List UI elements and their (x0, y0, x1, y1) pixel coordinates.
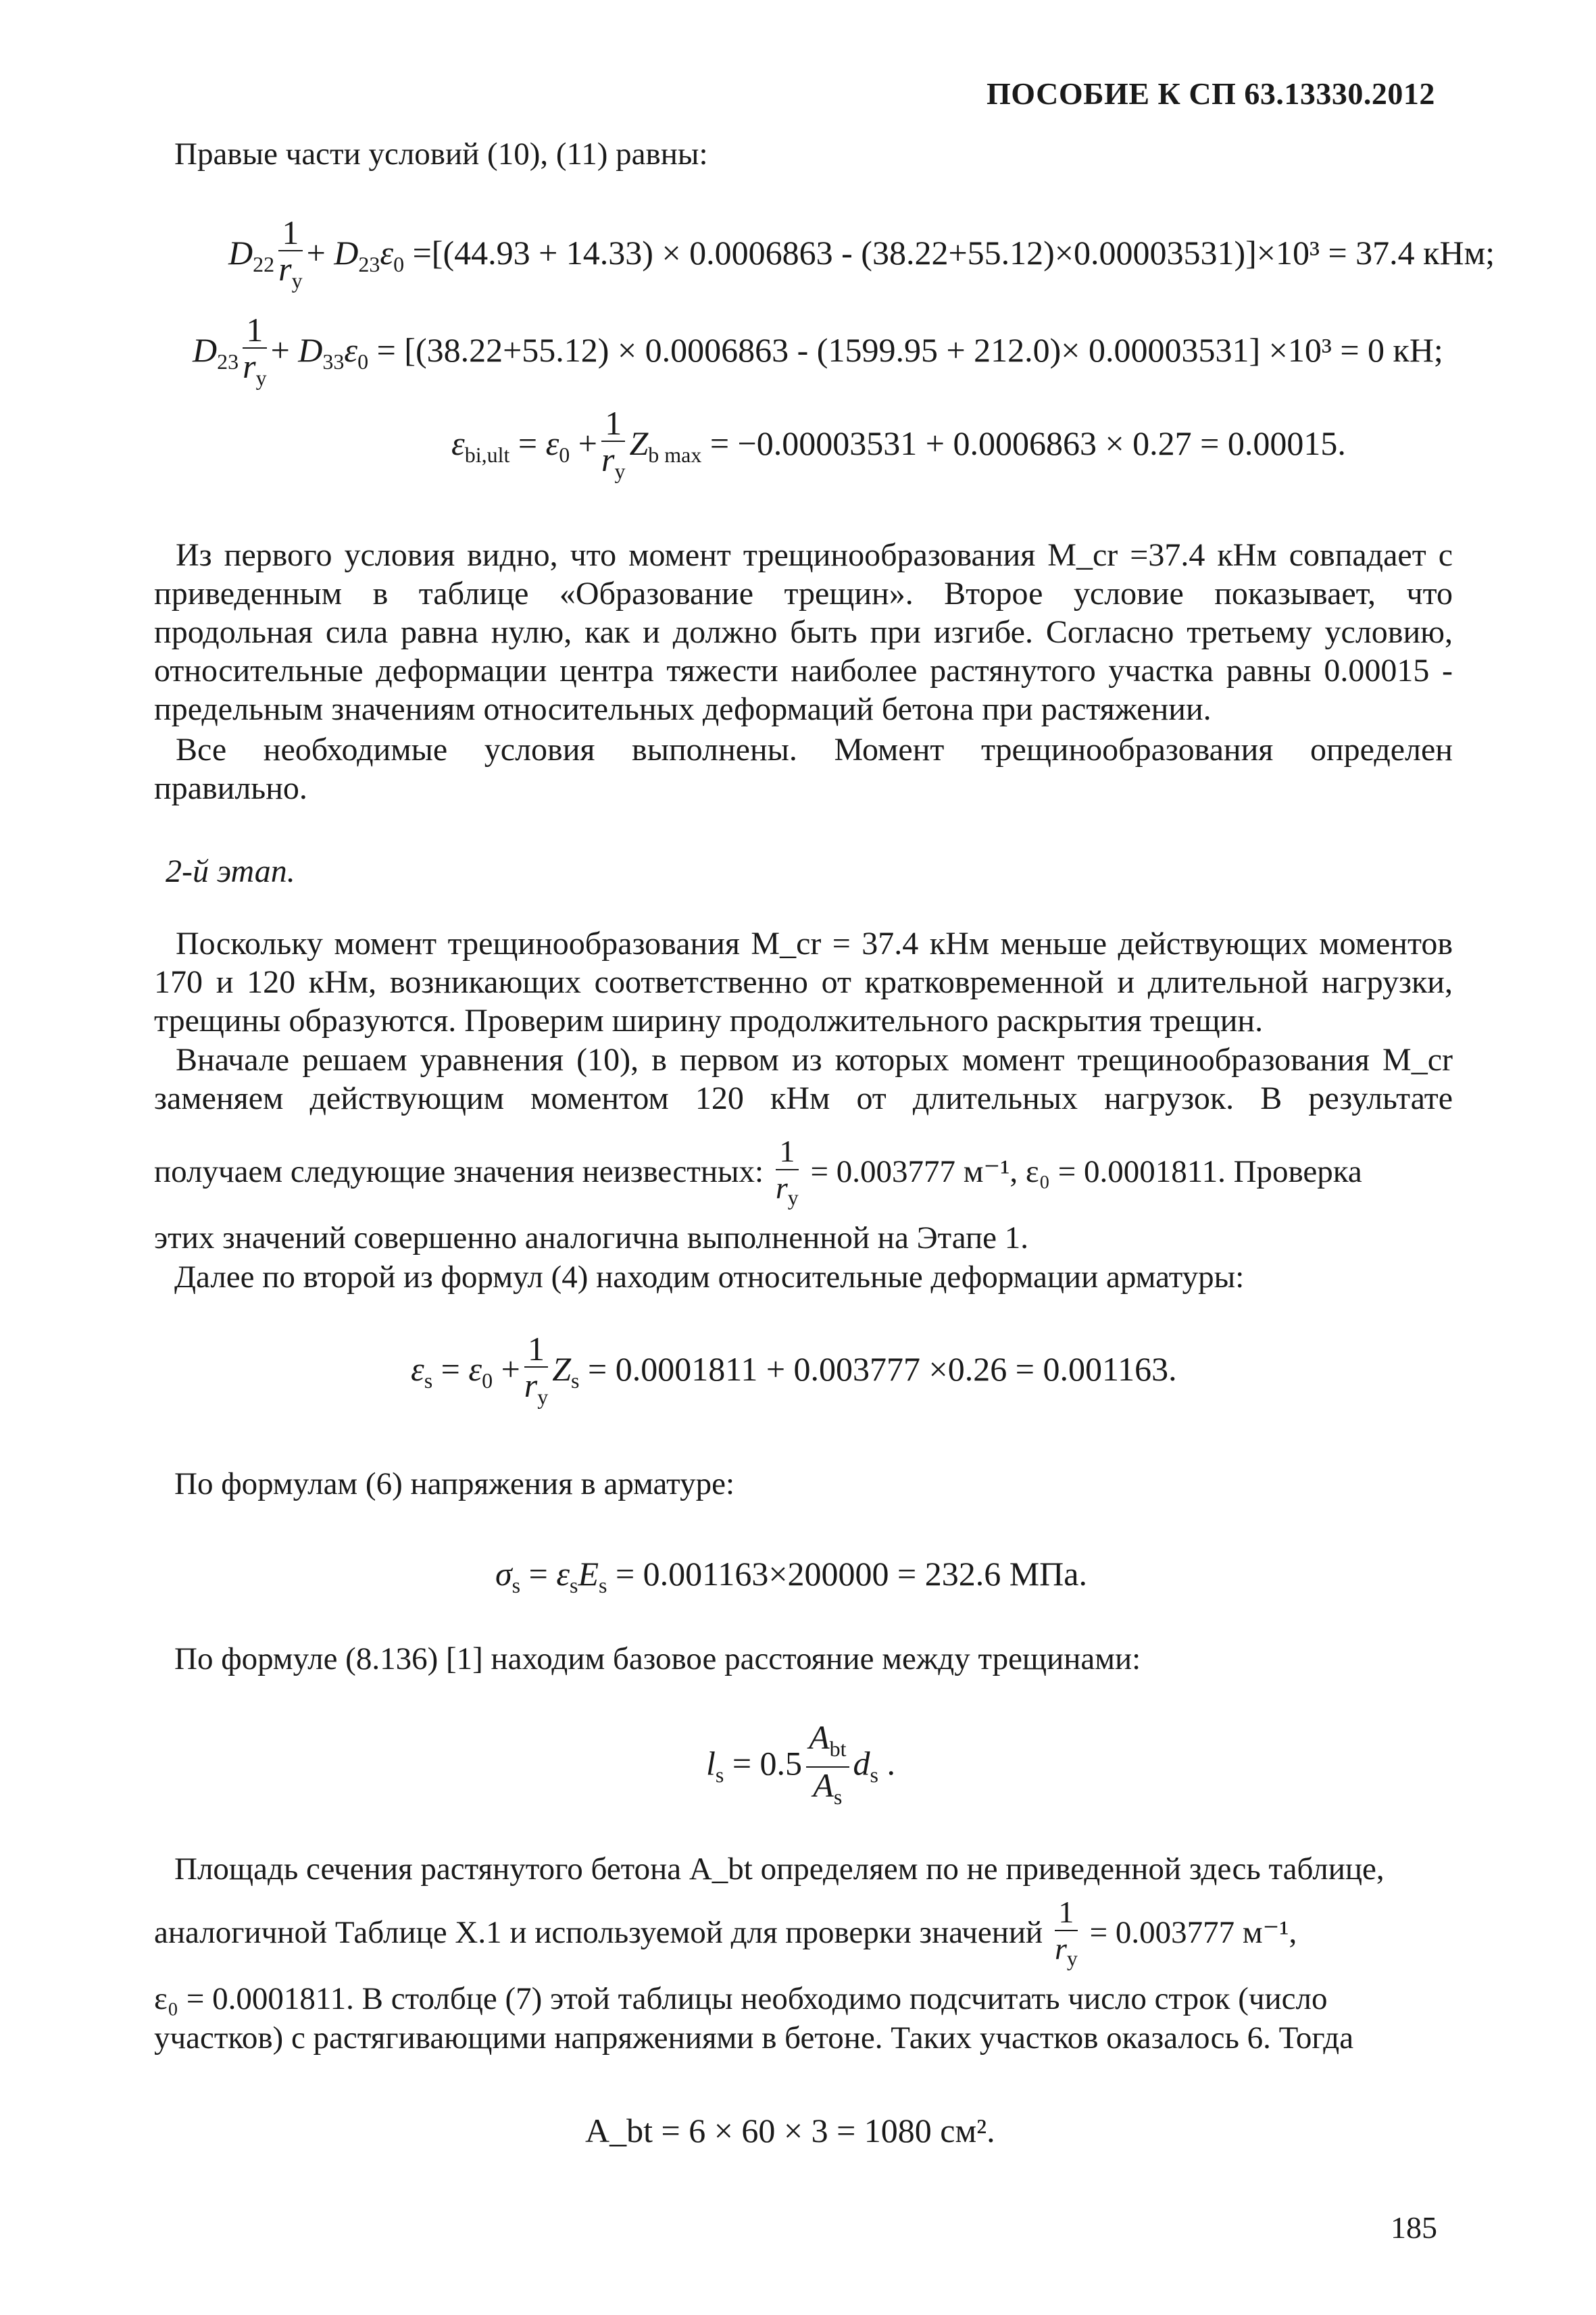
paragraph-1-line: приведенным в таблице «Образование трещин». Второе условие показывает, что (154, 576, 1453, 612)
paragraph-4 (154, 1041, 1453, 1118)
equation-5: $\sigma_s = \varepsilon_sE_s = 0.001163\times 200000 = 232.6$ МПа. (495, 1555, 1087, 1597)
fraction-abt-over-as: $\frac{A_{bt}}{A_s}$ (806, 1720, 849, 1814)
equation-4-value: = 0.0001811 + 0.003777 ×0.26 = 0.001163. (588, 1349, 1177, 1388)
fraction-1-over-ry: $\frac{1}{r_y}$ (278, 214, 303, 293)
paragraph-4-line-3-end: = 0.003777 м⁻¹, ε₀ = 0.0001811. Проверка (810, 1153, 1362, 1189)
equation-4: $\varepsilon_s = \varepsilon_0$ + $\frac{1}{r_y}$ $Z_s = 0.0001811 + 0.003777 \times 0.26 = 0.001163$. (411, 1331, 1177, 1414)
paragraph-1-line: относительные деформации центра тяжести наиболее растянутого участка равны 0.00015 - (154, 653, 1453, 689)
paragraph-2 (154, 730, 1453, 807)
fraction-1-over-ry: $\frac{1}{r_y}$ (601, 404, 626, 483)
fraction-1-over-ry: $\frac{1}{r_y}$ (775, 1134, 799, 1210)
paragraph-1-line: предельным значениям относительных деформаций бетона при растяжении. (154, 691, 1212, 727)
equation-5-value: = 0.001163×200000 = 232.6 МПа. (615, 1555, 1087, 1593)
paragraph-8-line-1: Площадь сечения растянутого бетона A_bt определяем по не приведенной здесь таблице, (174, 1851, 1385, 1887)
paragraph-4-line: заменяем действующим моментом 120 кНм от длительных нагрузок. В результате (154, 1080, 1453, 1116)
equation-7: A_bt = 6 × 60 × 3 = 1080 см². (585, 2112, 995, 2149)
paragraph-1-line: Из первого условия видно, что момент трещинообразования M_cr =37.4 кНм совпадает с (176, 537, 1453, 573)
fraction-1-over-ry: $\frac{1}{r_y}$ (1054, 1895, 1078, 1971)
equation-2: $D_{23}$ $\frac{1}{r_y}$ + $D_{33}\varepsilon_0 = [(38.22+55.12) \times 0.0006863 - (1599.95 + 212.0)\times 0.00003531] \times 10^3 = 0$ кН; (193, 312, 1443, 395)
paragraph-8-line-2-start: аналогичной Таблице Х.1 и используемой для проверки значений (154, 1914, 1043, 1950)
paragraph-4-line-3-start: получаем следующие значения неизвестных: (154, 1153, 764, 1189)
paragraph-8-line-4: участков) с растягивающими напряжениями в бетоне. Таких участков оказалось 6. Тогда (154, 2020, 1354, 2056)
paragraph-3-line: 170 и 120 кНм, возникающих соответственно от кратковременной и длительной нагрузки, (154, 964, 1453, 1000)
fraction-1-over-ry: $\frac{1}{r_y}$ (243, 311, 267, 390)
paragraph-1-line: продольная сила равна нулю, как и должно быть при изгибе. Согласно третьему условию, (154, 614, 1453, 650)
paragraph-3-line: трещины образуются. Проверим ширину продолжительного раскрытия трещин. (154, 1003, 1264, 1039)
paragraph-1 (154, 536, 1453, 728)
paragraph-4-line-3 (154, 1134, 1362, 1215)
intro-text: Правые части условий (10), (11) равны: (174, 136, 708, 172)
equation-1: $D_{22}$ $\frac{1}{r_y}$ + $D_{23}\varepsilon_0 =[(44.93 + 14.33) \times 0.0006863 - (38.22+55.12)\times 0.00003531)]\times 10^3 = 37.4$ кНм; (228, 215, 1495, 298)
paragraph-2-line: Все необходимые условия выполнены. Момент трещинообразования определен (176, 732, 1453, 768)
equation-3-value: = −0.00003531 + 0.0006863 × 0.27 = 0.00015. (709, 424, 1346, 462)
paragraph-5: Далее по второй из формул (4) находим относительные деформации арматуры: (174, 1260, 1245, 1295)
paragraph-7: По формуле (8.136) [1] находим базовое расстояние между трещинами: (174, 1641, 1141, 1676)
paragraph-8-line-2-end: = 0.003777 м⁻¹, (1089, 1914, 1297, 1950)
paragraph-4-line: Вначале решаем уравнения (10), в первом из которых момент трещинообразования M_cr (176, 1042, 1453, 1078)
equation-2-value: = [(38.22+55.12) × 0.0006863 - (1599.95 + 212.0)× 0.00003531] ×10³ = 0 кН; (376, 330, 1443, 369)
paragraph-3 (154, 924, 1453, 1040)
page-number: 185 (1391, 2210, 1437, 2245)
paragraph-3-line: Поскольку момент трещинообразования M_cr = 37.4 кНм меньше действующих моментов (176, 926, 1453, 962)
paragraph-2-line: правильно. (154, 770, 307, 806)
equation-3: $\varepsilon_{bi,ult} = \varepsilon_0$ + $\frac{1}{r_y}$ $Z_{b max} = -0.00003531 + 0.0006863 \times 0.27 = 0.00015$. (451, 405, 1346, 489)
stage-heading: 2-й этап. (166, 853, 295, 889)
paragraph-6: По формулам (6) напряжения в арматуре: (174, 1466, 735, 1501)
page-header: ПОСОБИЕ К СП 63.13330.2012 (987, 76, 1435, 111)
paragraph-8-line-3: ε₀ = 0.0001811. В столбце (7) этой таблицы необходимо подсчитать число строк (число (154, 1981, 1328, 2016)
equation-1-value: =[(44.93 + 14.33) × 0.0006863 - (38.22+55.12)×0.00003531)]×10³ = 37.4 кНм; (412, 233, 1495, 272)
equation-6: $l_s = 0.5$ $\frac{A_{bt}}{A_s}$ $d_s$ . (706, 1720, 895, 1814)
paragraph-8-line-2 (154, 1895, 1297, 1976)
paragraph-4-line-4: этих значений совершенно аналогична выполненной на Этапе 1. (154, 1220, 1028, 1255)
fraction-1-over-ry: $\frac{1}{r_y}$ (524, 1330, 549, 1409)
